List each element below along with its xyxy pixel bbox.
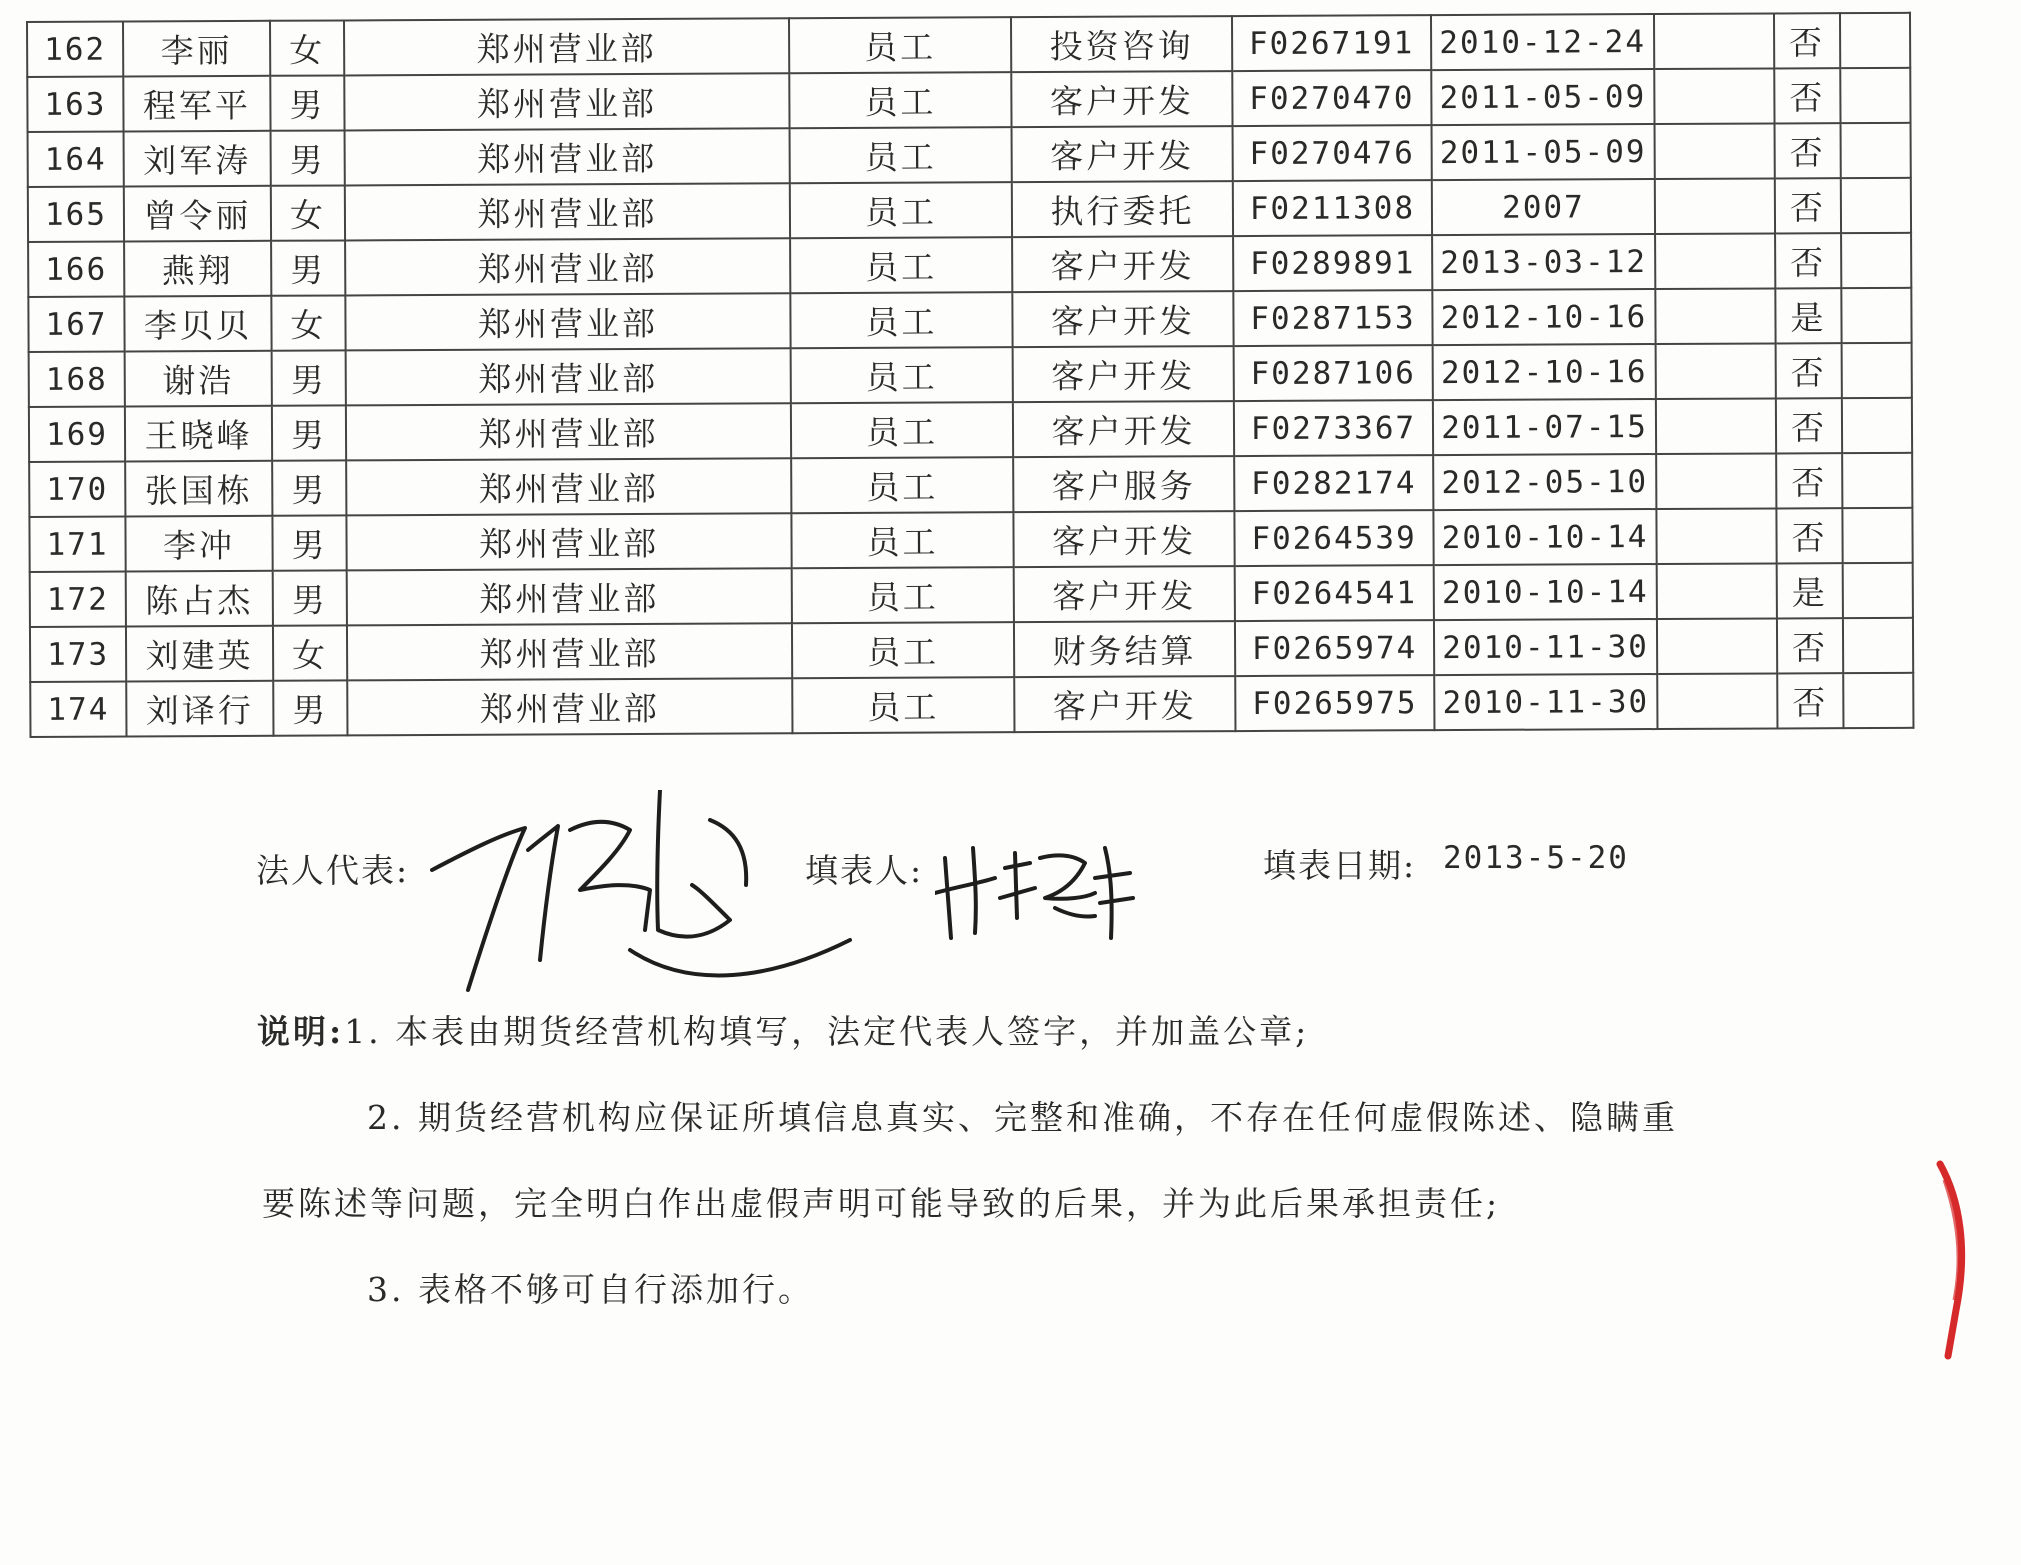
table-row xyxy=(29,398,1912,462)
cell-duty: 客户开发 xyxy=(1012,291,1233,347)
cell-cert: F0211308 xyxy=(1233,180,1432,236)
cell-gender: 女 xyxy=(270,20,344,75)
cell-role: 员工 xyxy=(791,512,1013,568)
cell-extra xyxy=(1656,398,1776,454)
cell-last xyxy=(1842,453,1912,508)
cell-flag: 否 xyxy=(1777,618,1843,673)
cell-gender: 男 xyxy=(272,515,346,570)
table-row xyxy=(29,343,1912,407)
notes-item-1 xyxy=(257,1006,1309,1053)
cell-duty: 执行委托 xyxy=(1012,181,1233,237)
cell-cert: F0265975 xyxy=(1235,675,1434,731)
cell-cert: F0264541 xyxy=(1235,565,1434,621)
cell-no: 167 xyxy=(28,297,124,352)
cell-name: 刘建英 xyxy=(126,626,273,682)
cell-role: 员工 xyxy=(791,457,1013,513)
cell-role: 员工 xyxy=(791,347,1013,403)
cell-extra xyxy=(1657,673,1777,729)
cell-duty: 投资咨询 xyxy=(1011,16,1232,72)
cell-name: 曾令丽 xyxy=(124,186,271,242)
cell-no: 163 xyxy=(27,77,123,132)
table-body xyxy=(27,13,1913,737)
cell-gender: 女 xyxy=(271,185,345,240)
cell-flag: 否 xyxy=(1776,453,1842,508)
cell-date: 2011-05-09 xyxy=(1431,69,1654,125)
table-row xyxy=(27,68,1910,132)
cell-date: 2010-11-30 xyxy=(1434,619,1657,675)
cell-cert: F0289891 xyxy=(1233,235,1432,291)
cell-cert: F0273367 xyxy=(1234,400,1433,456)
cell-last xyxy=(1840,68,1910,123)
cell-date: 2010-10-14 xyxy=(1433,509,1656,565)
cell-flag: 否 xyxy=(1774,68,1840,123)
cell-date: 2007 xyxy=(1432,179,1655,235)
cell-dept: 郑州营业部 xyxy=(345,293,790,350)
cell-no: 164 xyxy=(28,132,124,187)
cell-duty: 财务结算 xyxy=(1014,621,1235,677)
cell-gender: 男 xyxy=(271,240,345,295)
cell-name: 李贝贝 xyxy=(124,296,271,352)
filler-label: 填表人: xyxy=(805,851,924,890)
red-stamp-edge xyxy=(1920,1160,1980,1360)
cell-role: 员工 xyxy=(792,567,1014,623)
cell-no: 169 xyxy=(29,407,125,462)
cell-flag: 否 xyxy=(1776,343,1842,398)
cell-no: 172 xyxy=(30,572,126,627)
cell-duty: 客户开发 xyxy=(1013,401,1234,457)
cell-name: 程军平 xyxy=(123,76,270,132)
cell-cert: F0265974 xyxy=(1235,620,1434,676)
cell-dept: 郑州营业部 xyxy=(347,623,792,680)
cell-no: 168 xyxy=(29,352,125,407)
cell-role: 员工 xyxy=(792,622,1014,678)
cell-no: 162 xyxy=(27,22,123,77)
cell-role: 员工 xyxy=(790,182,1012,238)
cell-gender: 男 xyxy=(273,680,347,735)
cell-flag: 是 xyxy=(1775,288,1841,343)
cell-gender: 男 xyxy=(272,460,346,515)
fill-date-value: 2013-5-20 xyxy=(1443,840,1629,876)
cell-last xyxy=(1842,343,1912,398)
cell-duty: 客户服务 xyxy=(1013,456,1234,512)
cell-duty: 客户开发 xyxy=(1013,511,1234,567)
cell-last xyxy=(1841,123,1911,178)
cell-extra xyxy=(1654,13,1774,69)
cell-flag: 否 xyxy=(1775,233,1841,288)
cell-dept: 郑州营业部 xyxy=(345,183,790,240)
table-row xyxy=(30,618,1913,682)
cell-duty: 客户开发 xyxy=(1011,71,1232,127)
cell-extra xyxy=(1656,453,1776,509)
notes-item-2-line-1: 2. 期货经营机构应保证所填信息真实、完整和准确，不存在任何虚假陈述、隐瞒重 xyxy=(367,1098,1678,1137)
cell-last xyxy=(1841,178,1911,233)
cell-role: 员工 xyxy=(790,237,1012,293)
cell-last xyxy=(1841,288,1911,343)
cell-duty: 客户开发 xyxy=(1012,236,1233,292)
notes-item-3: 3. 表格不够可自行添加行。 xyxy=(367,1270,814,1309)
cell-extra xyxy=(1655,288,1775,344)
cell-gender: 男 xyxy=(273,570,347,625)
cell-cert: F0264539 xyxy=(1234,510,1433,566)
table-row xyxy=(28,233,1911,297)
cell-name: 刘军涛 xyxy=(124,131,271,187)
cell-date: 2010-10-14 xyxy=(1434,564,1657,620)
cell-duty: 客户开发 xyxy=(1014,566,1235,622)
cell-date: 2013-03-12 xyxy=(1432,234,1655,290)
cell-dept: 郑州营业部 xyxy=(346,403,791,460)
cell-cert: F0270476 xyxy=(1233,125,1432,181)
cell-name: 王晓峰 xyxy=(125,406,272,462)
cell-flag: 否 xyxy=(1776,398,1842,453)
cell-flag: 是 xyxy=(1777,563,1843,618)
cell-flag: 否 xyxy=(1775,178,1841,233)
cell-extra xyxy=(1655,233,1775,289)
cell-extra xyxy=(1654,68,1774,124)
cell-name: 谢浩 xyxy=(125,351,272,407)
table-row xyxy=(28,123,1911,187)
cell-date: 2011-07-15 xyxy=(1433,399,1656,455)
cell-dept: 郑州营业部 xyxy=(345,128,790,185)
cell-gender: 女 xyxy=(271,295,345,350)
notes-item-2-line-2: 要陈述等问题，完全明白作出虚假声明可能导致的后果，并为此后果承担责任; xyxy=(262,1184,1501,1223)
cell-extra xyxy=(1655,178,1775,234)
cell-last xyxy=(1842,508,1912,563)
table-row xyxy=(28,288,1911,352)
cell-cert: F0287106 xyxy=(1234,345,1433,401)
cell-gender: 男 xyxy=(270,75,344,130)
cell-last xyxy=(1843,673,1913,728)
cell-no: 165 xyxy=(28,187,124,242)
cell-flag: 否 xyxy=(1774,13,1840,68)
cell-dept: 郑州营业部 xyxy=(347,678,792,735)
cell-role: 员工 xyxy=(790,127,1012,183)
cell-duty: 客户开发 xyxy=(1013,346,1234,402)
cell-dept: 郑州营业部 xyxy=(344,18,789,75)
cell-date: 2010-11-30 xyxy=(1434,674,1657,730)
notes-heading: 说明: xyxy=(257,1012,345,1051)
cell-extra xyxy=(1656,343,1776,399)
cell-gender: 男 xyxy=(272,350,346,405)
cell-no: 170 xyxy=(29,462,125,517)
cell-name: 李丽 xyxy=(123,21,270,77)
cell-last xyxy=(1841,233,1911,288)
cell-role: 员工 xyxy=(789,72,1011,128)
cell-duty: 客户开发 xyxy=(1012,126,1233,182)
cell-no: 166 xyxy=(28,242,124,297)
legal-rep-label: 法人代表: xyxy=(256,851,410,890)
legal-rep-signature xyxy=(430,790,860,1000)
cell-extra xyxy=(1657,563,1777,619)
cell-role: 员工 xyxy=(791,402,1013,458)
cell-cert: F0287153 xyxy=(1233,290,1432,346)
cell-name: 刘译行 xyxy=(126,681,273,737)
table-row xyxy=(29,508,1912,572)
cell-date: 2010-12-24 xyxy=(1431,14,1654,70)
cell-dept: 郑州营业部 xyxy=(346,458,791,515)
cell-duty: 客户开发 xyxy=(1014,676,1235,732)
cell-name: 燕翔 xyxy=(124,241,271,297)
cell-gender: 男 xyxy=(272,405,346,460)
cell-role: 员工 xyxy=(789,17,1011,73)
cell-date: 2012-10-16 xyxy=(1433,344,1656,400)
cell-last xyxy=(1843,618,1913,673)
cell-dept: 郑州营业部 xyxy=(345,238,790,295)
notes-item-1-text: 1. 本表由期货经营机构填写，法定代表人签字，并加盖公章; xyxy=(344,1012,1310,1051)
table-row xyxy=(29,453,1912,517)
cell-last xyxy=(1843,563,1913,618)
cell-cert: F0270470 xyxy=(1232,70,1431,126)
table-row xyxy=(30,563,1913,627)
cell-cert: F0267191 xyxy=(1232,15,1431,71)
cell-gender: 女 xyxy=(273,625,347,680)
cell-extra xyxy=(1655,123,1775,179)
cell-extra xyxy=(1657,618,1777,674)
cell-date: 2012-05-10 xyxy=(1433,454,1656,510)
cell-date: 2012-10-16 xyxy=(1432,289,1655,345)
cell-no: 171 xyxy=(29,517,125,572)
cell-dept: 郑州营业部 xyxy=(346,513,791,570)
table-row xyxy=(27,13,1910,77)
cell-cert: F0282174 xyxy=(1234,455,1433,511)
cell-date: 2011-05-09 xyxy=(1432,124,1655,180)
cell-extra xyxy=(1656,508,1776,564)
cell-dept: 郑州营业部 xyxy=(346,348,791,405)
cell-role: 员工 xyxy=(792,677,1014,733)
cell-no: 174 xyxy=(30,682,126,737)
cell-flag: 否 xyxy=(1775,123,1841,178)
cell-role: 员工 xyxy=(790,292,1012,348)
staff-table xyxy=(26,12,1914,738)
cell-flag: 否 xyxy=(1777,673,1843,728)
cell-dept: 郑州营业部 xyxy=(347,568,792,625)
table-row xyxy=(28,178,1911,242)
filler-signature xyxy=(935,838,1135,948)
cell-gender: 男 xyxy=(271,130,345,185)
cell-last xyxy=(1842,398,1912,453)
table-row xyxy=(30,673,1913,737)
cell-name: 陈占杰 xyxy=(126,571,273,627)
cell-dept: 郑州营业部 xyxy=(344,73,789,130)
fill-date-label: 填表日期: xyxy=(1263,846,1417,885)
cell-flag: 否 xyxy=(1776,508,1842,563)
cell-name: 张国栋 xyxy=(125,461,272,517)
cell-name: 李冲 xyxy=(125,516,272,572)
cell-no: 173 xyxy=(30,627,126,682)
cell-last xyxy=(1840,13,1910,68)
